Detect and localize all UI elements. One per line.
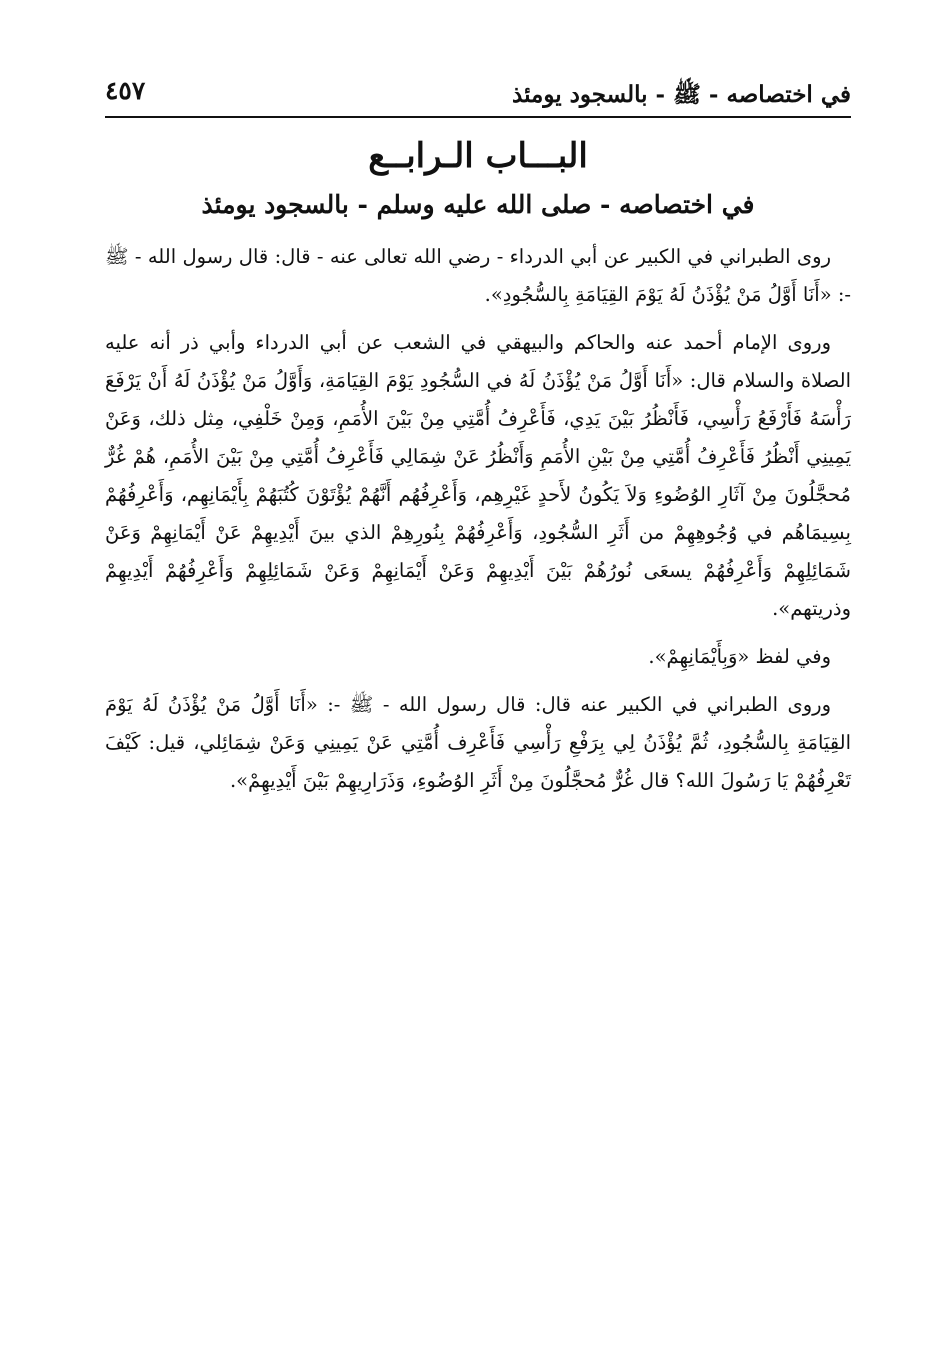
paragraph-4: وروى الطبراني في الكبير عنه قال: قال رسول الله - ﷺ -: «أَنَا أَوَّلُ مَنْ يُؤْذَنُ لَهُ يَوْمَ القِيَامَةِ بِالسُّجُودِ، ثُمَّ يُؤْذَنُ لِي بِرَفْعِ رَأْسِي فَأَعْرِف أُمَّتِي عَنْ يَمِينِي وَعَنْ شِمَائِلي، قيل: كَيْفَ تَعْرِفُهُمْ يَا رَسُولَ الله؟ قال غُرٌّ مُحجَّلُونَ مِنْ أَثَرِ الوُضُوءِ، وَذَرَارِيهِمْ بَيْنَ أَيْدِيهِمْ». xyxy=(105,693,851,792)
chapter-subtitle: في اختصاصه - صلى الله عليه وسلم - بالسجود يومئذ xyxy=(201,190,755,219)
running-title: في اختصاصه - ﷺ - بالسجود يومئذ xyxy=(512,81,851,108)
paragraph-3: وفي لفظ «وَبِأَيْمَانِهِمْ». xyxy=(648,645,831,668)
running-header xyxy=(105,76,851,118)
chapter-title: البـــاب الـرابــع xyxy=(368,136,588,176)
paragraph-1: روى الطبراني في الكبير عن أبي الدرداء - رضي الله تعالى عنه - قال: قال رسول الله - ﷺ -: «أَنَا أَوَّلُ مَنْ يُؤْذَنُ لَهُ يَوْمَ القِيَامَةِ بِالسُّجُودِ». xyxy=(105,245,851,306)
body-text xyxy=(105,238,851,810)
page-number: ٤٥٧ xyxy=(105,76,146,105)
paragraph-2: وروى الإمام أحمد عنه والحاكم والبيهقي في الشعب عن أبي الدرداء وأبي ذر أنه عليه الصلاة والسلام قال: «أَنَا أَوَّلُ مَنْ يُؤْذَنُ لَهُ في السُّجُودِ يَوْمَ القِيَامَةِ، وَأَوَّلُ مَنْ يُؤْذَنُ لَهُ أَنْ يَرْفَعَ رَأْسَهُ فَأَرْفَعُ رَأْسِي، فَأَنْظُرُ بَيْنَ يَدِي، فَأَعْرِفُ أُمَّتِي مِنْ بَيْنَ الأُمَمِ، وَمِنْ خَلْفِي، مِثل ذلك، وَعَنْ يَمِينِي أَنْظُرُ فَأَعْرِفُ أُمَّتِي مِنْ بَيْنِ الأُمَمِ وَأَنْظُرُ عَنْ شِمَالِي فَأَعْرِفُ أُمَّتِي مِنْ بَيْنَ الأُمَمِ، هُمْ غُرٌّ مُحجَّلُونَ مِنْ آثَارِ الوُضُوءِ وَلاَ يَكُونُ لأَحدٍ غَيْرِهِم، وَأَعْرِفُهُم أَنَّهُمْ يُؤْتَوْنَ كُتُبَهُمْ بِأَيْمَانِهِم، وَأَعْرِفُهُمْ بِسِيمَاهُم في وُجُوهِهِمْ من أَثَرِ السُّجُودِ، وَأَعْرِفُهُمْ بِنُورِهِمْ الذي بينَ أَيْدِيهِمْ عَنْ أَيْمَانِهِمْ وَعَنْ شَمَائِلِهِمْ وَأَعْرِفُهُمْ يسعَى نُورُهُمْ بَيْنَ أَيْدِيهِمْ وَعَنْ أَيْمَانِهِمْ وَعَنْ شَمَائِلِهِمْ وَأَعْرِفُهُمْ أَيْدِيهِمْ وذريتهم». xyxy=(105,331,851,620)
